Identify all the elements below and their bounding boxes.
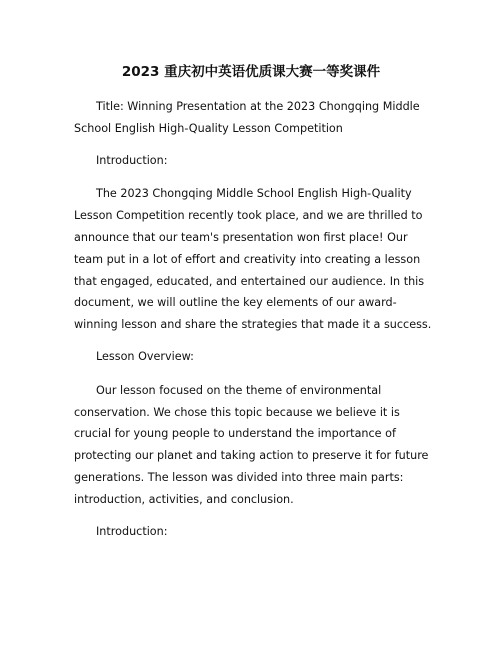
document-title: 2023 重庆初中英语优质课大赛一等奖课件 bbox=[121, 64, 381, 80]
section-label-introduction-2: Introduction: bbox=[96, 524, 168, 538]
paragraph-title-line: Title: Winning Presentation at the 2023 Chongqing Middle School English High-Quality Lesson Competition bbox=[74, 100, 420, 135]
paragraph-lesson-overview: Our lesson focused on the theme of environmental conservation. We chose this topic because we believe it is crucial for young people to understand the importance of protecting our planet and taking action to preserve it for future generations. The lesson was divided into three main parts: introduction, activities, and conclusion. bbox=[74, 383, 429, 506]
document-body bbox=[74, 96, 434, 554]
section-label-lesson-overview: Lesson Overview: bbox=[96, 349, 194, 363]
section-label-introduction: Introduction: bbox=[96, 153, 168, 167]
paragraph-introduction: The 2023 Chongqing Middle School English High-Quality Lesson Competition recently took place, and we are thrilled to announce that our team's presentation won first place! Our team put in a lot of effort and creativity into creating a lesson that engaged, educated, and entertained our audience. In this document, we will outline the key elements of our award-winning lesson and share the strategies that made it a success. bbox=[74, 187, 432, 332]
